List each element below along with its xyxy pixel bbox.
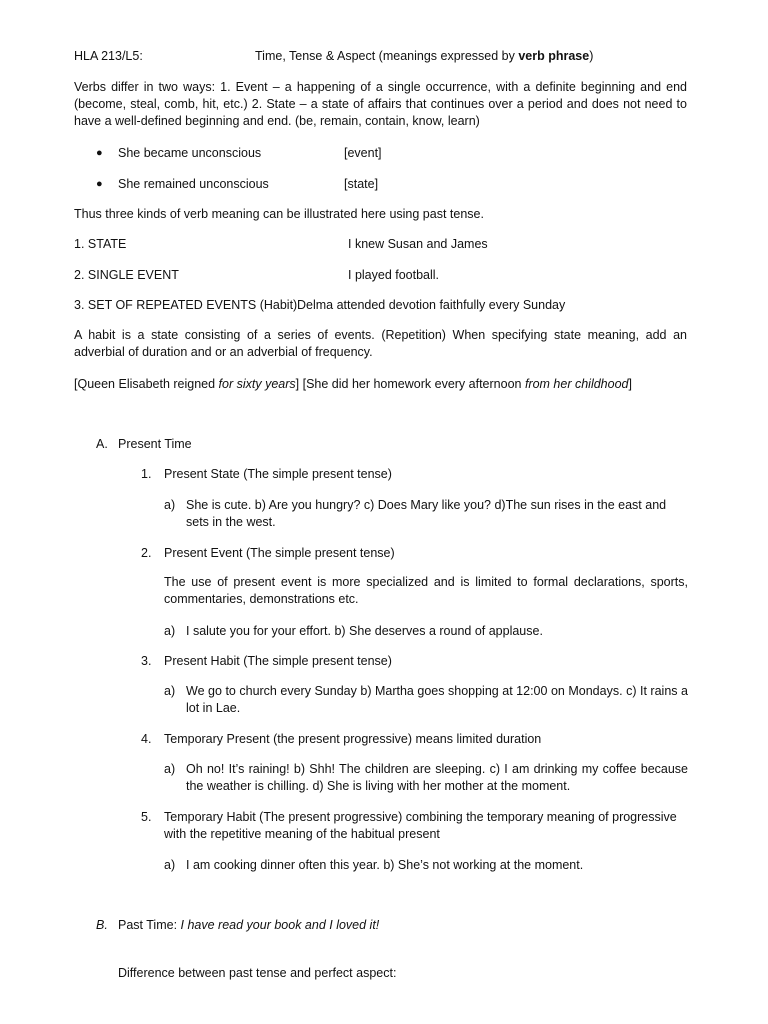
sub-marker: a): [164, 858, 176, 872]
kind-example: I knew Susan and James: [348, 237, 488, 251]
bullet-tag: [event]: [344, 146, 382, 160]
title-bold: verb phrase: [518, 49, 590, 63]
bullet-tag: [state]: [344, 177, 379, 191]
page-title: Time, Tense & Aspect (meanings expressed by verb phrase): [255, 49, 594, 63]
item-title: Present Event (The simple present tense): [164, 546, 395, 560]
section-a-marker: A.: [96, 437, 108, 451]
bullet-text: She became unconscious: [118, 146, 262, 160]
bullet-dot: ●: [96, 147, 103, 159]
sub-item-text: We go to church every Sunday b) Martha goes shopping at 12:00 on Mondays. c) It rains a lot in Lae.: [186, 684, 688, 715]
sub-item-text: Oh no! It’s raining! b) Shh! The children are sleeping. c) I am drinking my coffee because the weather is chilling. d) She is living with her mother at the moment.: [186, 762, 688, 793]
kind-example: I played football.: [348, 268, 440, 282]
section-b-title: Past Time: I have read your book and I loved it!: [118, 918, 380, 932]
kind-label: 2. SINGLE EVENT: [74, 268, 179, 282]
sub-item-text: She is cute. b) Are you hungry? c) Does Mary like you? d)The sun rises in the east and sets in the west.: [186, 498, 667, 529]
item-number: 1.: [141, 467, 152, 481]
bullet-text: She remained unconscious: [118, 177, 269, 191]
item-title: Present State (The simple present tense): [164, 467, 392, 481]
kind-label: 3. SET OF REPEATED EVENTS (Habit): [74, 298, 298, 312]
section-b-marker: B.: [96, 918, 108, 932]
section-a-title: Present Time: [118, 437, 192, 451]
item-title: Temporary Present (the present progressive) means limited duration: [164, 732, 542, 746]
habit-paragraph: A habit is a state consisting of a series of events. (Repetition) When specifying state meaning, add an adverbial of duration and or an adverbial of frequency.: [74, 328, 687, 359]
event-paragraph: The use of present event is more specialized and is limited to formal declarations, sports, commentaries, demonstrations etc.: [164, 575, 688, 606]
intro-paragraph: Verbs differ in two ways: 1. Event – a happening of a single occurrence, with a definite beginning and end (become, steal, comb, hit, etc.) 2. State – a state of affairs that continues over a period and does not need to have a well-defined beginning and end. (be, remain, contain, know, learn): [74, 80, 687, 128]
item-number: 4.: [141, 732, 152, 746]
difference-heading: Difference between past tense and perfect aspect:: [118, 966, 397, 980]
course-code: HLA 213/L5:: [74, 49, 143, 63]
examples-line: [Queen Elisabeth reigned for sixty years] [She did her homework every afternoon from her childhood]: [74, 377, 632, 391]
item-title: Present Habit (The simple present tense): [164, 654, 392, 668]
item-number: 3.: [141, 654, 152, 668]
sub-item-text: I am cooking dinner often this year. b) She’s not working at the moment.: [186, 858, 584, 872]
sub-item-text: I salute you for your effort. b) She deserves a round of applause.: [186, 624, 543, 638]
kinds-intro: Thus three kinds of verb meaning can be illustrated here using past tense.: [74, 207, 484, 221]
sub-marker: a): [164, 498, 176, 512]
item-number: 2.: [141, 546, 152, 560]
item-number: 5.: [141, 810, 152, 824]
kind-label: 1. STATE: [74, 237, 127, 251]
sub-marker: a): [164, 624, 176, 638]
sub-marker: a): [164, 762, 176, 776]
item-title: Temporary Habit (The present progressive) combining the temporary meaning of progressive with the repetitive meaning of the habitual present: [164, 810, 677, 841]
bullet-dot: ●: [96, 178, 103, 190]
kind-example: Delma attended devotion faithfully every Sunday: [297, 298, 566, 312]
sub-marker: a): [164, 684, 176, 698]
